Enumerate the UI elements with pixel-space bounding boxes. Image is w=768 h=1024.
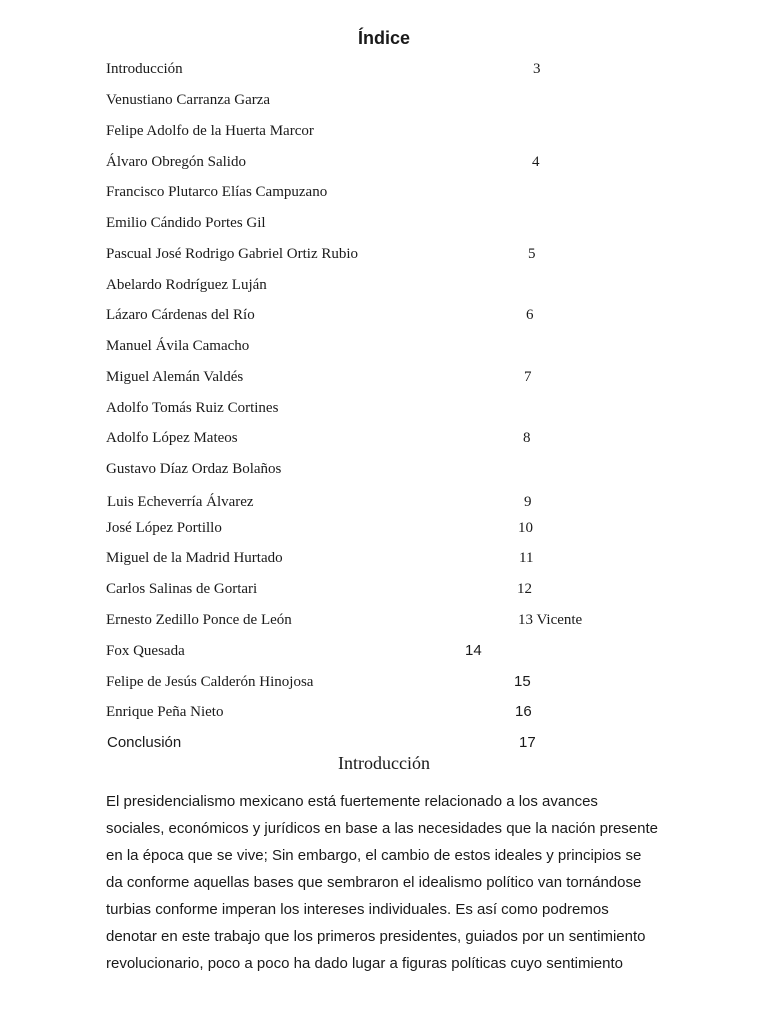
toc-entry-title: Luis Echeverría Álvarez [107, 494, 254, 510]
index-title: Índice [357, 28, 410, 48]
toc-entry [0, 89, 768, 113]
toc-entry [0, 335, 768, 359]
paragraph-line: da conforme aquellas bases que sembraron el idealismo político van tornándose [106, 874, 642, 891]
toc-entry [0, 120, 768, 144]
toc-entry-title: Enrique Peña Nieto [106, 704, 224, 720]
toc-entry [0, 701, 768, 725]
toc-entry [0, 212, 768, 236]
toc-entry-title: Adolfo Tomás Ruiz Cortines [106, 400, 279, 416]
toc-entry-title: Gustavo Díaz Ordaz Bolaños [106, 461, 282, 477]
toc-entry-page: 5 [528, 246, 536, 262]
toc-entry-title: Felipe Adolfo de la Huerta Marcor [106, 123, 314, 139]
toc-entry-title: Adolfo López Mateos [106, 430, 238, 446]
toc-entry [0, 640, 768, 664]
toc-entry [0, 427, 768, 451]
toc-entry [0, 151, 768, 175]
toc-entry-page: 17 [519, 734, 536, 751]
toc-entry [0, 366, 768, 390]
toc-entry [0, 397, 768, 421]
toc-entry [0, 491, 768, 515]
toc-entry [0, 458, 768, 482]
toc-entry-title: Pascual José Rodrigo Gabriel Ortiz Rubio [106, 246, 359, 262]
toc-entry-title: Miguel Alemán Valdés [106, 369, 244, 385]
paragraph-line: revolucionario, poco a poco ha dado lugar a figuras políticas cuyo sentimiento [106, 955, 623, 972]
toc-entry [0, 243, 768, 267]
toc-entry-title: Introducción [106, 61, 183, 77]
toc-entry-page: 4 [532, 154, 540, 170]
toc-entry-page: 13 Vicente [518, 612, 583, 628]
toc-entry-page: 3 [533, 61, 541, 77]
toc-entry-page: 7 [524, 369, 532, 385]
toc-entry [0, 609, 768, 633]
toc-entry-page: 11 [519, 550, 534, 566]
toc-entry [0, 578, 768, 602]
toc-entry-title: Felipe de Jesús Calderón Hinojosa [106, 674, 314, 690]
toc-entry-page: 12 [517, 581, 532, 597]
toc-entry [0, 181, 768, 205]
introduction-heading: Introducción [338, 753, 430, 773]
toc-entry [0, 58, 768, 82]
toc-entry-page: 14 [465, 642, 482, 659]
toc-entry-title: Ernesto Zedillo Ponce de León [106, 612, 292, 628]
toc-entry-title: José López Portillo [106, 520, 222, 536]
toc-entry-title: Álvaro Obregón Salido [106, 154, 246, 170]
toc-entry-title: Fox Quesada [106, 643, 185, 659]
toc-entry [0, 671, 768, 695]
toc-entry-page: 16 [515, 703, 532, 720]
toc-entry-page: 9 [524, 494, 532, 510]
toc-entry-page: 15 [514, 673, 531, 690]
toc-entry-title: Lázaro Cárdenas del Río [106, 307, 255, 323]
toc-entry-title: Venustiano Carranza Garza [106, 92, 271, 108]
toc-entry-title: Conclusión [107, 734, 182, 751]
toc-entry [0, 517, 768, 541]
paragraph-line: turbias conforme imperan los intereses individuales. Es así como podremos [106, 901, 609, 918]
paragraph-line: El presidencialismo mexicano está fuertemente relacionado a los avances [106, 793, 598, 810]
toc-entry [0, 547, 768, 571]
toc-entry [0, 304, 768, 328]
toc-entry-page: 6 [526, 307, 534, 323]
toc-entry-title: Manuel Ávila Camacho [106, 338, 250, 354]
toc-entry-page: 10 [518, 520, 533, 536]
toc-entry-title: Carlos Salinas de Gortari [106, 581, 258, 597]
toc-entry-title: Miguel de la Madrid Hurtado [106, 550, 283, 566]
paragraph-line: en la época que se vive; Sin embargo, el cambio de estos ideales y principios se [106, 847, 642, 864]
toc-entry-page: 8 [523, 430, 531, 446]
paragraph-line: denotar en este trabajo que los primeros presidentes, guiados por un sentimiento [106, 928, 646, 945]
toc-entry-title: Abelardo Rodríguez Luján [106, 277, 267, 293]
introduction-paragraph [106, 788, 686, 977]
paragraph-line: sociales, económicos y jurídicos en base a las necesidades que la nación presente [106, 820, 658, 837]
toc-entry-title: Francisco Plutarco Elías Campuzano [106, 184, 328, 200]
toc-entry-title: Emilio Cándido Portes Gil [106, 215, 266, 231]
toc-entry [0, 274, 768, 298]
